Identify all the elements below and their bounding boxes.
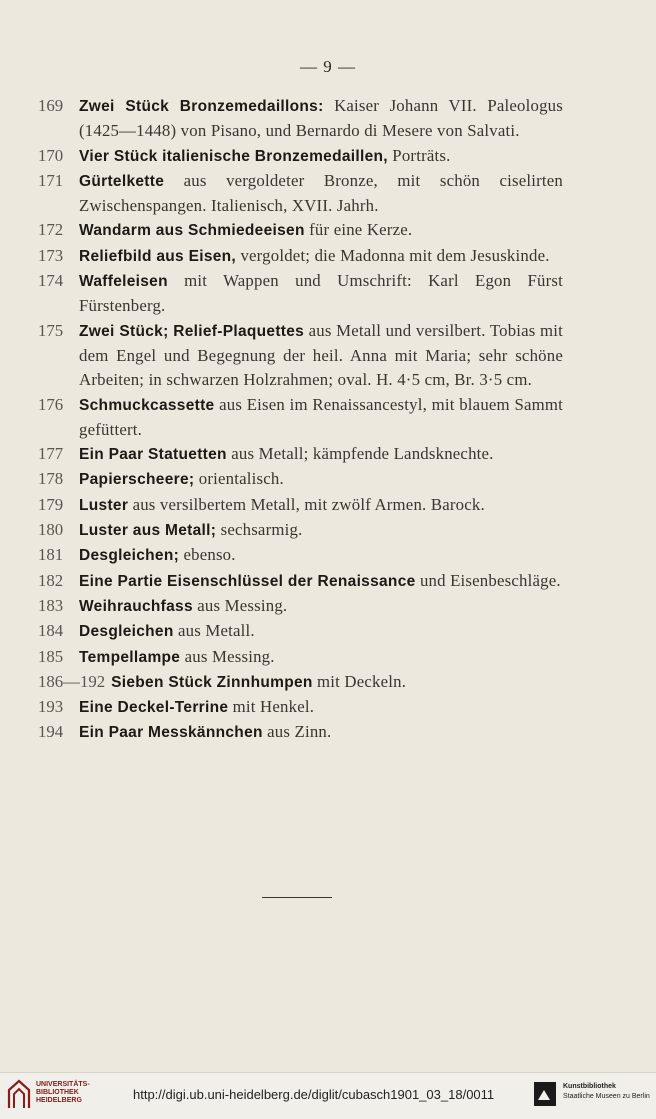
entry-title: Desgleichen; bbox=[79, 547, 180, 565]
entry-description: aus Metall und versilbert. Tobias mit dem Engel und Begegnung der heil. Anna mit Maria; sehr schöne Arbeiten; in schwarzen Holzrahmen; oval. H. 4·5 cm, Br. 3·5 cm. bbox=[79, 320, 564, 390]
entry-title: Eine Deckel-Terrine bbox=[79, 699, 229, 717]
entry-number: 169 bbox=[38, 96, 64, 115]
entry-description: aus Messing. bbox=[180, 646, 275, 666]
entry-description: mit Henkel. bbox=[228, 697, 315, 717]
entry-number: 184 bbox=[38, 621, 64, 641]
entry-number: 173 bbox=[38, 245, 64, 265]
catalog-entry bbox=[38, 720, 563, 745]
entry-title: Desgleichen bbox=[79, 623, 174, 641]
entry-number: 176 bbox=[38, 394, 64, 414]
university-library-name: UNIVERSITÄTS- BIBLIOTHEK HEIDELBERG bbox=[36, 1081, 90, 1104]
entry-description: sechsarmig. bbox=[216, 520, 303, 540]
entry-number: 175 bbox=[38, 320, 64, 340]
catalog-entry bbox=[38, 518, 563, 543]
entry-title: Weihrauchfass bbox=[79, 597, 193, 615]
university-library-logo-icon bbox=[6, 1078, 32, 1110]
entry-number: 186—192 bbox=[38, 671, 106, 691]
catalog-entry bbox=[38, 244, 563, 269]
entry-number: 183 bbox=[38, 595, 64, 615]
catalog-entry bbox=[38, 218, 563, 243]
entry-number: 179 bbox=[38, 494, 64, 514]
entry-description: orientalisch. bbox=[194, 469, 284, 489]
catalog-entry bbox=[38, 594, 563, 619]
entry-number: 174 bbox=[38, 271, 64, 291]
catalog-entry bbox=[38, 94, 563, 144]
catalog-entry bbox=[38, 645, 563, 670]
kunstbibliothek-name: Kunstbibliothek Staatliche Museen zu Berlin bbox=[563, 1083, 650, 1100]
catalog-entry bbox=[38, 695, 563, 720]
entry-title: Waffeleisen bbox=[79, 273, 168, 291]
catalog-entry bbox=[38, 543, 563, 568]
catalog-entry bbox=[38, 144, 563, 169]
entry-title: Wandarm aus Schmiedeeisen bbox=[79, 222, 305, 240]
entry-title: Tempellampe bbox=[79, 648, 181, 666]
catalog-entry bbox=[38, 319, 563, 393]
entry-description: Porträts. bbox=[387, 145, 451, 165]
entry-title: Zwei Stück Bronzemedaillons: bbox=[79, 98, 324, 115]
entry-title: Eine Partie Eisenschlüssel der Renaissance bbox=[79, 572, 416, 590]
entry-description: aus Metall. bbox=[173, 621, 255, 641]
entry-title: Luster bbox=[79, 496, 129, 514]
catalog-entry bbox=[38, 467, 563, 492]
catalog-list bbox=[38, 94, 563, 746]
catalog-entry bbox=[38, 169, 563, 219]
entry-number: 171 bbox=[38, 170, 64, 190]
entry-number: 170 bbox=[38, 145, 64, 165]
entry-title: Sieben Stück Zinnhumpen bbox=[111, 673, 313, 691]
entry-number: 180 bbox=[38, 520, 64, 540]
end-rule bbox=[262, 897, 332, 898]
entry-description: mit Deckeln. bbox=[312, 671, 407, 691]
entry-number: 181 bbox=[38, 545, 64, 565]
entry-description: aus Metall; kämpfende Landsknechte. bbox=[226, 444, 494, 464]
entry-description: aus versilbertem Metall, mit zwölf Armen. Barock. bbox=[128, 494, 485, 514]
catalog-entry bbox=[38, 670, 563, 695]
entry-title: Papierscheere; bbox=[79, 471, 195, 489]
entry-title: Schmuckcassette bbox=[79, 396, 215, 414]
catalog-entry bbox=[38, 393, 563, 443]
entry-number: 172 bbox=[38, 220, 64, 240]
entry-number: 185 bbox=[38, 646, 64, 666]
catalog-entry bbox=[38, 442, 563, 467]
entry-title: Luster aus Metall; bbox=[79, 522, 217, 540]
page-number: — 9 — bbox=[300, 57, 356, 76]
entry-title: Reliefbild aus Eisen, bbox=[79, 247, 237, 265]
entry-description: aus Eisen im Renaissancestyl, mit blauem Sammt gefüttert. bbox=[79, 394, 563, 439]
catalog-entry bbox=[38, 619, 563, 644]
entry-description: vergoldet; die Madonna mit dem Jesuskinde. bbox=[236, 245, 550, 265]
entry-description: aus Zinn. bbox=[262, 722, 332, 742]
entry-description: für eine Kerze. bbox=[304, 220, 413, 240]
catalog-entry bbox=[38, 269, 563, 319]
entry-number: 193 bbox=[38, 697, 64, 717]
entry-title: Vier Stück italienische Bronzemedaillen, bbox=[79, 147, 388, 165]
entry-title: Ein Paar Messkännchen bbox=[79, 724, 263, 742]
entry-description: und Eisenbeschläge. bbox=[415, 570, 561, 590]
catalog-entry bbox=[38, 493, 563, 518]
entry-description: mit Wappen und Umschrift: Karl Egon Fürst Fürstenberg. bbox=[79, 271, 563, 316]
entry-description: aus Messing. bbox=[192, 595, 288, 615]
entry-description: ebenso. bbox=[179, 545, 236, 565]
catalog-entry bbox=[38, 569, 563, 594]
source-url-link[interactable]: http://digi.ub.uni-heidelberg.de/diglit/cubasch1901_03_18/0011 bbox=[133, 1087, 495, 1102]
entry-description: aus vergoldeter Bronze, mit schön ciselirten Zwischenspangen. Italienisch, XVII. Jahrh. bbox=[79, 170, 563, 216]
kunstbibliothek-logo-icon bbox=[534, 1082, 556, 1106]
entry-title: Zwei Stück; Relief-Plaquettes bbox=[79, 322, 305, 340]
entry-number: 194 bbox=[38, 722, 64, 742]
entry-number: 177 bbox=[38, 444, 64, 464]
entry-title: Ein Paar Statuetten bbox=[79, 446, 227, 464]
entry-number: 178 bbox=[38, 469, 64, 489]
entry-title: Gürtelkette bbox=[79, 172, 165, 190]
entry-number: 182 bbox=[38, 570, 64, 590]
entry-description: Kaiser Johann VII. Paleologus (1425—1448) von Pisano, und Bernardo di Mesere von Salvati. bbox=[79, 96, 563, 141]
